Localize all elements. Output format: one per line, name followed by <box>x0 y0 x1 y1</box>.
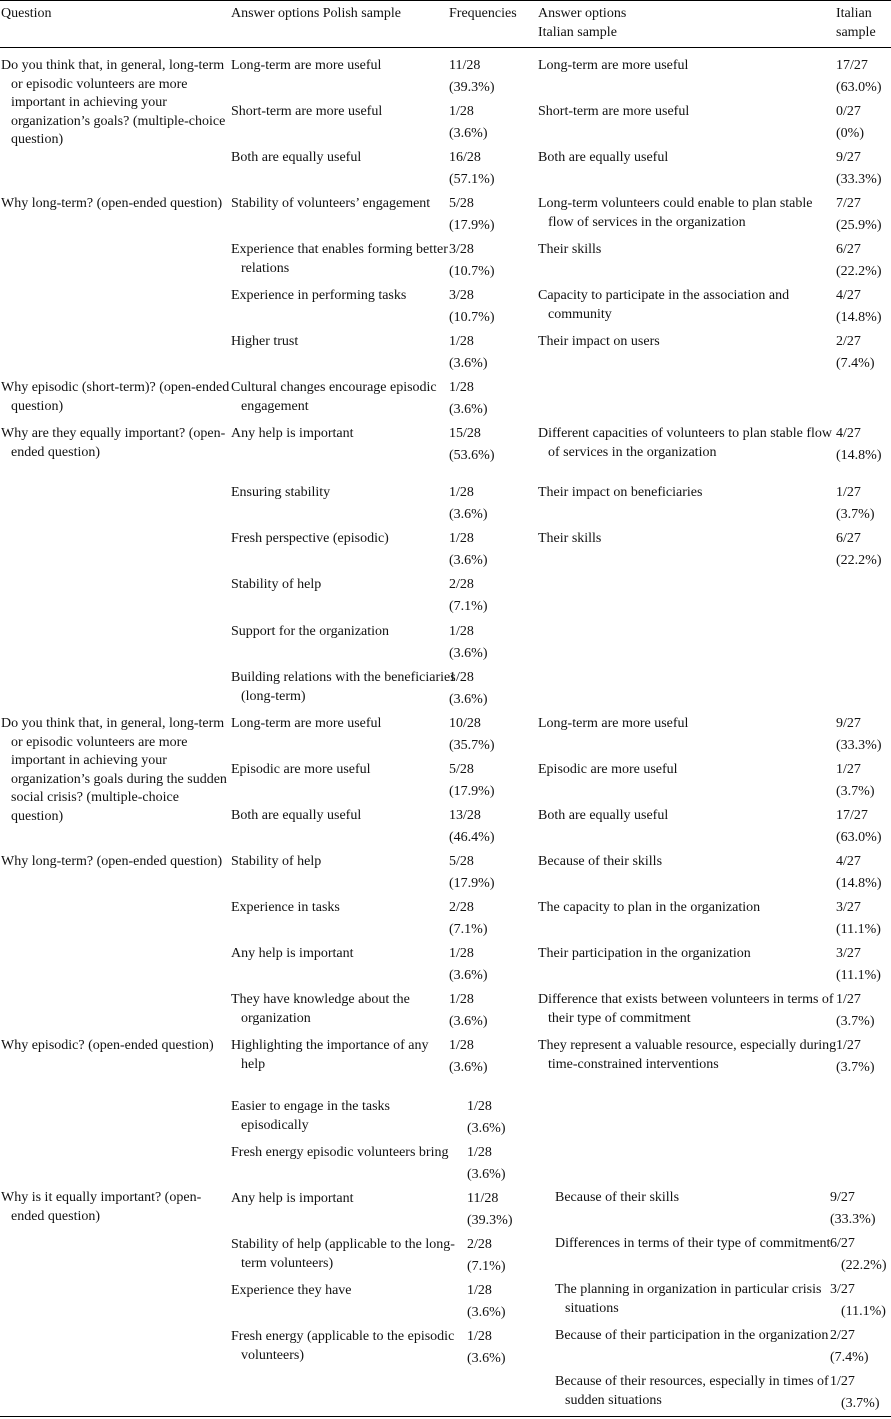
italian-answer-option: Capacity to participate in the association and community <box>538 288 790 322</box>
header-italian-sample-line2: sample <box>836 24 876 40</box>
question-cell: Why episodic (short-term)? (open-ended question) <box>1 380 230 414</box>
polish-frequency <box>449 530 531 570</box>
polish-frequency <box>467 1328 549 1368</box>
polish-frequency <box>449 807 531 847</box>
polish-frequency-count: 5/28 <box>449 854 474 869</box>
polish-answer-option: Cultural changes encourage episodic engagement <box>231 380 437 414</box>
italian-frequency <box>836 761 891 801</box>
italian-frequency-percent: (33.3%) <box>836 737 882 753</box>
polish-frequency-percent: (3.6%) <box>449 401 488 417</box>
italian-frequency-count: 3/27 <box>830 1282 855 1297</box>
polish-frequency-count: 1/28 <box>449 380 474 395</box>
polish-frequency <box>449 425 531 465</box>
polish-frequency-count: 10/28 <box>449 716 481 731</box>
polish-answer-option: Stability of help (applicable to the long-term volunteers) <box>231 1237 455 1271</box>
italian-frequency <box>836 853 891 893</box>
polish-answer-option: Stability of help <box>231 577 322 592</box>
polish-answer-option: Both are equally useful <box>231 150 362 165</box>
question-cell: Why long-term? (open-ended question) <box>1 196 223 211</box>
question-cell: Why are they equally important? (open-ended question) <box>1 426 226 460</box>
polish-answer-option: They have knowledge about the organization <box>231 992 410 1026</box>
polish-frequency-percent: (10.7%) <box>449 309 495 325</box>
polish-answer-option: Stability of volunteers’ engagement <box>231 196 431 211</box>
polish-frequency-percent: (10.7%) <box>449 263 495 279</box>
italian-frequency-count: 1/27 <box>830 1374 855 1389</box>
italian-answer-option: Short-term are more useful <box>538 104 690 119</box>
polish-frequency-count: 1/28 <box>449 531 474 546</box>
polish-frequency-count: 3/28 <box>449 242 474 257</box>
italian-frequency-percent: (63.0%) <box>836 79 882 95</box>
italian-frequency <box>836 807 891 847</box>
italian-frequency-count: 4/27 <box>836 288 861 303</box>
polish-frequency <box>449 715 531 755</box>
italian-frequency <box>836 425 891 465</box>
polish-frequency-count: 1/28 <box>449 485 474 500</box>
italian-frequency <box>836 57 891 97</box>
header-italian-options-line2: Italian sample <box>538 24 617 40</box>
polish-frequency <box>449 287 531 327</box>
italian-frequency-count: 17/27 <box>836 58 868 73</box>
polish-answer-option: Short-term are more useful <box>231 104 383 119</box>
polish-frequency <box>467 1144 549 1184</box>
italian-frequency-count: 7/27 <box>836 196 861 211</box>
polish-frequency-percent: (7.1%) <box>449 598 488 614</box>
polish-frequency <box>449 853 531 893</box>
polish-frequency-percent: (39.3%) <box>467 1212 513 1228</box>
header-italian-sample <box>836 5 891 42</box>
polish-answer-option: Experience that enables forming better relations <box>231 242 448 276</box>
polish-frequency-count: 2/28 <box>467 1237 492 1252</box>
italian-answer-option: Their impact on users <box>538 334 660 349</box>
polish-frequency-percent: (17.9%) <box>449 217 495 233</box>
italian-answer-option: The planning in organization in particular crisis situations <box>555 1282 822 1316</box>
polish-answer-option: Any help is important <box>231 426 354 441</box>
italian-answer-option: Long-term are more useful <box>538 716 689 731</box>
polish-frequency-percent: (57.1%) <box>449 171 495 187</box>
polish-frequency <box>449 379 531 419</box>
polish-frequency-percent: (3.6%) <box>449 125 488 141</box>
polish-frequency-percent: (7.1%) <box>449 921 488 937</box>
polish-frequency <box>449 484 531 524</box>
italian-answer-option: Different capacities of volunteers to plan stable flow of services in the organization <box>538 426 833 460</box>
italian-answer-option: Difference that exists between volunteers in terms of their type of commitment <box>538 992 834 1026</box>
polish-answer-option: Both are equally useful <box>231 808 362 823</box>
polish-frequency-count: 1/28 <box>449 1038 474 1053</box>
italian-frequency-percent: (3.7%) <box>841 1395 880 1411</box>
italian-answer-option: Both are equally useful <box>538 808 669 823</box>
header-polish-options: Answer options Polish sample <box>231 6 401 21</box>
polish-answer-option: Long-term are more useful <box>231 58 382 73</box>
top-rule <box>0 0 891 1</box>
question-cell: Why is it equally important? (open-ended question) <box>1 1190 202 1224</box>
italian-frequency <box>836 1037 891 1077</box>
italian-answer-option: Because of their participation in the organization <box>555 1328 829 1343</box>
italian-frequency-count: 9/27 <box>836 150 861 165</box>
italian-frequency-count: 1/27 <box>836 1038 861 1053</box>
italian-frequency-percent: (7.4%) <box>836 355 875 371</box>
italian-frequency-percent: (33.3%) <box>836 171 882 187</box>
italian-answer-option: Their skills <box>538 242 602 257</box>
italian-frequency-percent: (3.7%) <box>836 783 875 799</box>
polish-frequency-count: 1/28 <box>467 1145 492 1160</box>
italian-frequency-percent: (33.3%) <box>830 1211 876 1227</box>
italian-frequency-percent: (63.0%) <box>836 829 882 845</box>
polish-frequency-percent: (3.6%) <box>449 506 488 522</box>
polish-frequency-count: 3/28 <box>449 288 474 303</box>
italian-frequency <box>830 1373 885 1413</box>
italian-frequency-percent: (3.7%) <box>836 506 875 522</box>
italian-frequency-count: 6/27 <box>830 1236 855 1251</box>
polish-frequency-percent: (3.6%) <box>467 1120 506 1136</box>
question-cell: Why long-term? (open-ended question) <box>1 854 223 869</box>
polish-frequency <box>467 1282 549 1322</box>
italian-frequency-percent: (3.7%) <box>836 1013 875 1029</box>
polish-answer-option: Fresh energy (applicable to the episodic volunteers) <box>231 1329 455 1363</box>
polish-answer-option: Fresh perspective (episodic) <box>231 531 389 546</box>
polish-frequency-count: 11/28 <box>449 58 481 73</box>
polish-frequency <box>449 103 531 143</box>
polish-answer-option: Stability of help <box>231 854 322 869</box>
polish-frequency <box>449 149 531 189</box>
italian-frequency-count: 0/27 <box>836 104 861 119</box>
italian-frequency <box>836 241 891 281</box>
header-rule <box>0 47 891 48</box>
polish-answer-option: Long-term are more useful <box>231 716 382 731</box>
italian-frequency-percent: (14.8%) <box>836 309 882 325</box>
polish-frequency-count: 1/28 <box>449 334 474 349</box>
italian-frequency-count: 1/27 <box>836 485 861 500</box>
polish-frequency-count: 2/28 <box>449 577 474 592</box>
italian-frequency-count: 1/27 <box>836 992 861 1007</box>
polish-frequency-percent: (46.4%) <box>449 829 495 845</box>
italian-frequency-percent: (14.8%) <box>836 447 882 463</box>
polish-frequency-count: 16/28 <box>449 150 481 165</box>
polish-frequency-percent: (3.6%) <box>449 1013 488 1029</box>
polish-frequency <box>449 761 531 801</box>
polish-frequency-count: 1/28 <box>467 1099 492 1114</box>
italian-frequency <box>836 149 891 189</box>
polish-frequency <box>449 57 531 97</box>
polish-answer-option: Building relations with the beneficiaries (long-term) <box>231 670 456 704</box>
italian-answer-option: Long-term are more useful <box>538 58 689 73</box>
italian-frequency-count: 4/27 <box>836 426 861 441</box>
polish-answer-option: Experience in performing tasks <box>231 288 407 303</box>
polish-frequency-count: 2/28 <box>449 900 474 915</box>
italian-frequency-count: 1/27 <box>836 762 861 777</box>
italian-frequency-count: 3/27 <box>836 900 861 915</box>
polish-answer-option: Experience they have <box>231 1283 352 1298</box>
polish-frequency-count: 5/28 <box>449 762 474 777</box>
polish-frequency-percent: (3.6%) <box>467 1166 506 1182</box>
italian-answer-option: Because of their resources, especially in times of sudden situations <box>555 1374 829 1408</box>
italian-answer-option: Their participation in the organization <box>538 946 751 961</box>
polish-frequency <box>467 1236 549 1276</box>
italian-frequency <box>836 333 891 373</box>
polish-frequency-percent: (3.6%) <box>449 1059 488 1075</box>
italian-frequency-percent: (11.1%) <box>836 921 881 937</box>
italian-frequency-percent: (22.2%) <box>841 1257 887 1273</box>
italian-frequency-percent: (22.2%) <box>836 552 882 568</box>
polish-frequency-count: 1/28 <box>449 624 474 639</box>
italian-frequency-count: 9/27 <box>836 716 861 731</box>
polish-frequency-percent: (17.9%) <box>449 875 495 891</box>
italian-frequency-count: 2/27 <box>836 334 861 349</box>
italian-frequency <box>836 103 891 143</box>
italian-frequency-percent: (3.7%) <box>836 1059 875 1075</box>
polish-frequency-percent: (3.6%) <box>449 645 488 661</box>
polish-frequency-percent: (3.6%) <box>467 1350 506 1366</box>
italian-frequency <box>836 530 891 570</box>
italian-answer-option: The capacity to plan in the organization <box>538 900 761 915</box>
header-question: Question <box>1 6 52 21</box>
italian-frequency-count: 3/27 <box>836 946 861 961</box>
polish-frequency-percent: (3.6%) <box>467 1304 506 1320</box>
polish-answer-option: Highlighting the importance of any help <box>231 1038 429 1072</box>
italian-frequency-count: 2/27 <box>830 1328 855 1343</box>
polish-frequency-percent: (53.6%) <box>449 447 495 463</box>
italian-frequency <box>830 1281 885 1321</box>
polish-frequency <box>449 899 531 939</box>
bottom-rule <box>0 1416 891 1417</box>
italian-frequency-percent: (11.1%) <box>841 1303 886 1319</box>
header-italian-options-line1: Answer options <box>538 6 627 21</box>
polish-answer-option: Episodic are more useful <box>231 762 371 777</box>
header-frequencies: Frequencies <box>449 6 517 21</box>
header-italian-options <box>538 5 828 42</box>
polish-frequency <box>449 945 531 985</box>
polish-frequency-count: 1/28 <box>449 992 474 1007</box>
question-cell: Do you think that, in general, long-term or episodic volunteers are more important in achieving your organization’s goals during the sudden social crisis? (multiple-choice question) <box>1 716 227 824</box>
polish-answer-option: Support for the organization <box>231 624 389 639</box>
italian-frequency <box>830 1327 885 1367</box>
polish-frequency-count: 1/28 <box>467 1283 492 1298</box>
polish-answer-option: Higher trust <box>231 334 299 349</box>
polish-frequency <box>449 991 531 1031</box>
italian-answer-option: Their skills <box>538 531 602 546</box>
polish-frequency-count: 1/28 <box>449 104 474 119</box>
italian-frequency-percent: (22.2%) <box>836 263 882 279</box>
question-cell: Why episodic? (open-ended question) <box>1 1038 214 1053</box>
italian-frequency <box>836 899 891 939</box>
italian-answer-option: Long-term volunteers could enable to plan stable flow of services in the organization <box>538 196 813 230</box>
polish-answer-option: Experience in tasks <box>231 900 340 915</box>
italian-answer-option: Because of their skills <box>538 854 663 869</box>
italian-answer-option: They represent a valuable resource, especially during time-constrained interventions <box>538 1038 837 1072</box>
polish-frequency-percent: (17.9%) <box>449 783 495 799</box>
italian-frequency-count: 9/27 <box>830 1190 855 1205</box>
polish-frequency <box>449 333 531 373</box>
italian-frequency-count: 6/27 <box>836 531 861 546</box>
italian-frequency <box>836 195 891 235</box>
italian-answer-option: Episodic are more useful <box>538 762 678 777</box>
italian-answer-option: Differences in terms of their type of commitment <box>555 1236 831 1251</box>
italian-frequency-percent: (25.9%) <box>836 217 882 233</box>
italian-frequency-count: 17/27 <box>836 808 868 823</box>
polish-answer-option: Fresh energy episodic volunteers bring <box>231 1145 449 1160</box>
polish-answer-option: Easier to engage in the tasks episodically <box>231 1099 391 1133</box>
italian-frequency <box>836 991 891 1031</box>
italian-answer-option: Their impact on beneficiaries <box>538 485 703 500</box>
polish-frequency <box>467 1190 549 1230</box>
polish-frequency-percent: (3.6%) <box>449 552 488 568</box>
polish-frequency-count: 1/28 <box>467 1329 492 1344</box>
italian-frequency <box>836 945 891 985</box>
polish-frequency-percent: (39.3%) <box>449 79 495 95</box>
italian-frequency <box>836 715 891 755</box>
polish-frequency-count: 1/28 <box>449 946 474 961</box>
italian-frequency-percent: (14.8%) <box>836 875 882 891</box>
italian-frequency <box>836 484 891 524</box>
italian-frequency <box>830 1235 885 1275</box>
italian-frequency-count: 4/27 <box>836 854 861 869</box>
polish-answer-option: Any help is important <box>231 946 354 961</box>
polish-frequency-percent: (3.6%) <box>449 691 488 707</box>
polish-frequency-percent: (3.6%) <box>449 967 488 983</box>
polish-answer-option: Any help is important <box>231 1191 354 1206</box>
polish-frequency <box>449 576 531 616</box>
italian-frequency-percent: (11.1%) <box>836 967 881 983</box>
polish-frequency <box>467 1098 549 1138</box>
polish-frequency <box>449 669 531 709</box>
polish-frequency-count: 13/28 <box>449 808 481 823</box>
italian-frequency-percent: (7.4%) <box>830 1349 869 1365</box>
polish-frequency-count: 11/28 <box>467 1191 499 1206</box>
polish-frequency <box>449 623 531 663</box>
header-italian-sample-line1: Italian <box>836 6 872 21</box>
polish-frequency-count: 15/28 <box>449 426 481 441</box>
italian-frequency <box>830 1189 885 1229</box>
italian-frequency <box>836 287 891 327</box>
polish-frequency-percent: (35.7%) <box>449 737 495 753</box>
polish-frequency-percent: (3.6%) <box>449 355 488 371</box>
italian-answer-option: Both are equally useful <box>538 150 669 165</box>
polish-frequency <box>449 195 531 235</box>
polish-frequency-percent: (7.1%) <box>467 1258 506 1274</box>
polish-frequency <box>449 241 531 281</box>
italian-frequency-percent: (0%) <box>836 125 864 141</box>
italian-frequency-count: 6/27 <box>836 242 861 257</box>
polish-answer-option: Ensuring stability <box>231 485 331 500</box>
question-cell: Do you think that, in general, long-term or episodic volunteers are more important in achieving your organization’s goals? (multiple-choice question) <box>1 58 226 147</box>
polish-frequency-count: 1/28 <box>449 670 474 685</box>
italian-answer-option: Because of their skills <box>555 1190 680 1205</box>
polish-frequency-count: 5/28 <box>449 196 474 211</box>
polish-frequency <box>449 1037 531 1077</box>
